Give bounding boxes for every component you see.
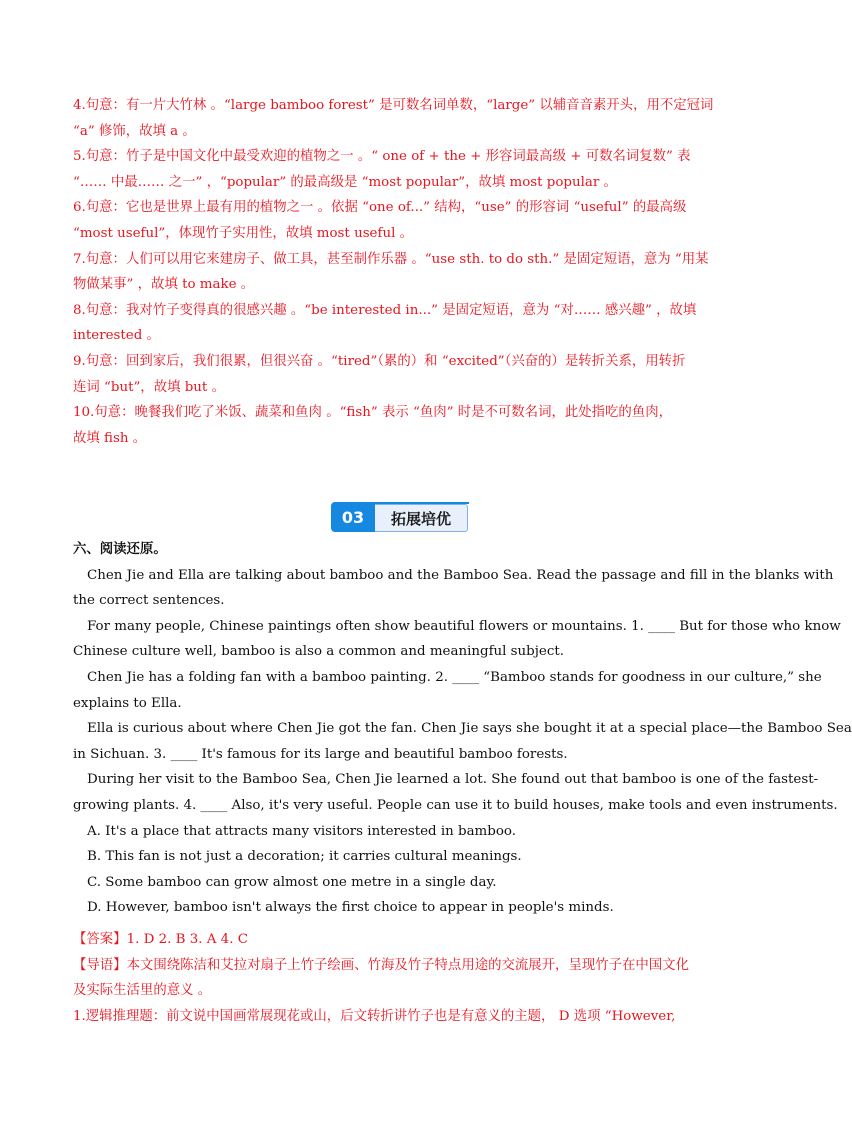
explanation-10	[73, 400, 728, 451]
guide-line: 及实际生活里的意义 。	[73, 983, 212, 999]
passage-paragraph-1	[73, 614, 841, 665]
reading-section	[73, 537, 852, 921]
passage-paragraph-4	[73, 767, 838, 818]
explanation-line: “most useful”，体现竹子实用性，故填 most useful 。	[73, 225, 413, 241]
passage-line: For many people, Chinese paintings often show beautiful flowers or mountains. 1. ____ But for those who know	[87, 618, 841, 634]
section-badge	[331, 502, 469, 532]
explanation-line: 4.句意：有一片大竹林 。“large bamboo forest” 是可数名词单数，“large” 以辅音音素开头，用不定冠词	[73, 98, 714, 113]
explanation-line: 连词 “but”，故填 but 。	[73, 379, 225, 395]
explanation-7	[73, 247, 728, 298]
option-c: C. Some bamboo can grow almost one metre in a single day.	[87, 874, 497, 890]
explanation-line: 故填 fish 。	[73, 430, 147, 446]
section-title: 拓展培优	[375, 504, 468, 532]
option-b: B. This fan is not just a decoration; it carries cultural meanings.	[87, 849, 522, 865]
passage-line: Chinese culture well, bamboo is also a common and meaningful subject.	[73, 644, 564, 660]
explanation-line: 8.句意：我对竹子变得真的很感兴趣 。“be interested in...” 是固定短语，意为 “对…… 感兴趣” ，故填	[73, 302, 697, 318]
options-list	[73, 819, 728, 921]
explanation-line: 9.句意：回到家后，我们很累，但很兴奋 。“tired”（累的）和 “excited”（兴奋的）是转折关系，用转折	[73, 353, 686, 369]
explanation-line: 10.句意：晚餐我们吃了米饭、蔬菜和鱼肉 。“fish” 表示 “鱼肉” 时是不可数名词，此处指吃的鱼肉，	[73, 405, 672, 421]
explanation-5	[73, 144, 728, 195]
guide-text: 本文围绕陈洁和艾拉对扇子上竹子绘画、竹海及竹子特点用途的交流展开，呈现竹子在中国文化	[126, 957, 689, 973]
question-heading: 六、阅读还原。	[73, 541, 167, 557]
answer-text: 1. D 2. B 3. A 4. C	[126, 932, 248, 947]
logic-line: 1.逻辑推理题：前文说中国画常展现花或山，后文转折讲竹子也是有意义的主题， D 选项 “However,	[73, 1008, 676, 1024]
guide-label: 【导语】	[73, 957, 127, 973]
passage-line: the correct sentences.	[73, 593, 225, 609]
option-a: A. It's a place that attracts many visitors interested in bamboo.	[87, 823, 516, 839]
section-number: 03	[331, 502, 375, 532]
explanation-line: 6.句意：它也是世界上最有用的植物之一 。依据 “one of...” 结构，“use” 的形容词 “useful” 的最高级	[73, 200, 687, 216]
guide-line	[73, 953, 728, 979]
passage-line: explains to Ella.	[73, 695, 182, 711]
answer-label: 【答案】	[73, 932, 127, 947]
answer-line	[73, 927, 728, 953]
explanation-4	[73, 93, 728, 144]
passage-line: in Sichuan. 3. ____ It's famous for its large and beautiful bamboo forests.	[73, 746, 568, 762]
explanation-line: 物做某事” ，故填 to make 。	[73, 277, 255, 293]
explanation-6	[73, 195, 728, 246]
explanation-8	[73, 298, 728, 349]
passage-paragraph-3	[73, 716, 852, 767]
passage-line: Chen Jie has a folding fan with a bamboo painting. 2. ____ “Bamboo stands for goodness in our culture,” she	[87, 669, 822, 685]
passage-paragraph-2	[73, 665, 822, 716]
passage-line: Ella is curious about where Chen Jie got the fan. Chen Jie says she bought it at a special place—the Bamboo Sea	[87, 721, 852, 737]
passage-line: growing plants. 4. ____ Also, it's very useful. People can use it to build houses, make tools and even instruments.	[73, 797, 838, 813]
answer-section	[73, 927, 728, 1029]
explanations-top	[73, 93, 728, 451]
explanation-line: 5.句意：竹子是中国文化中最受欢迎的植物之一 。“ one of + the + 形容词最高级 + 可数名词复数” 表	[73, 149, 691, 165]
explanation-9	[73, 349, 728, 400]
explanation-line: interested 。	[73, 328, 160, 344]
passage-line: During her visit to the Bamboo Sea, Chen Jie learned a lot. She found out that bamboo is one of the fastest-	[87, 772, 819, 788]
explanation-line: 7.句意：人们可以用它来建房子、做工具，甚至制作乐器 。“use sth. to do sth.” 是固定短语，意为 “用某	[73, 251, 709, 267]
option-d: D. However, bamboo isn't always the first choice to appear in people's minds.	[87, 900, 614, 916]
explanation-line: “a” 修饰，故填 a 。	[73, 123, 196, 139]
passage-line: Chen Jie and Ella are talking about bamboo and the Bamboo Sea. Read the passage and fill in the blanks with	[87, 567, 834, 583]
passage-intro	[73, 563, 834, 614]
explanation-line: “…… 中最…… 之一” ，“popular” 的最高级是 “most popular”，故填 most popular 。	[73, 174, 617, 190]
